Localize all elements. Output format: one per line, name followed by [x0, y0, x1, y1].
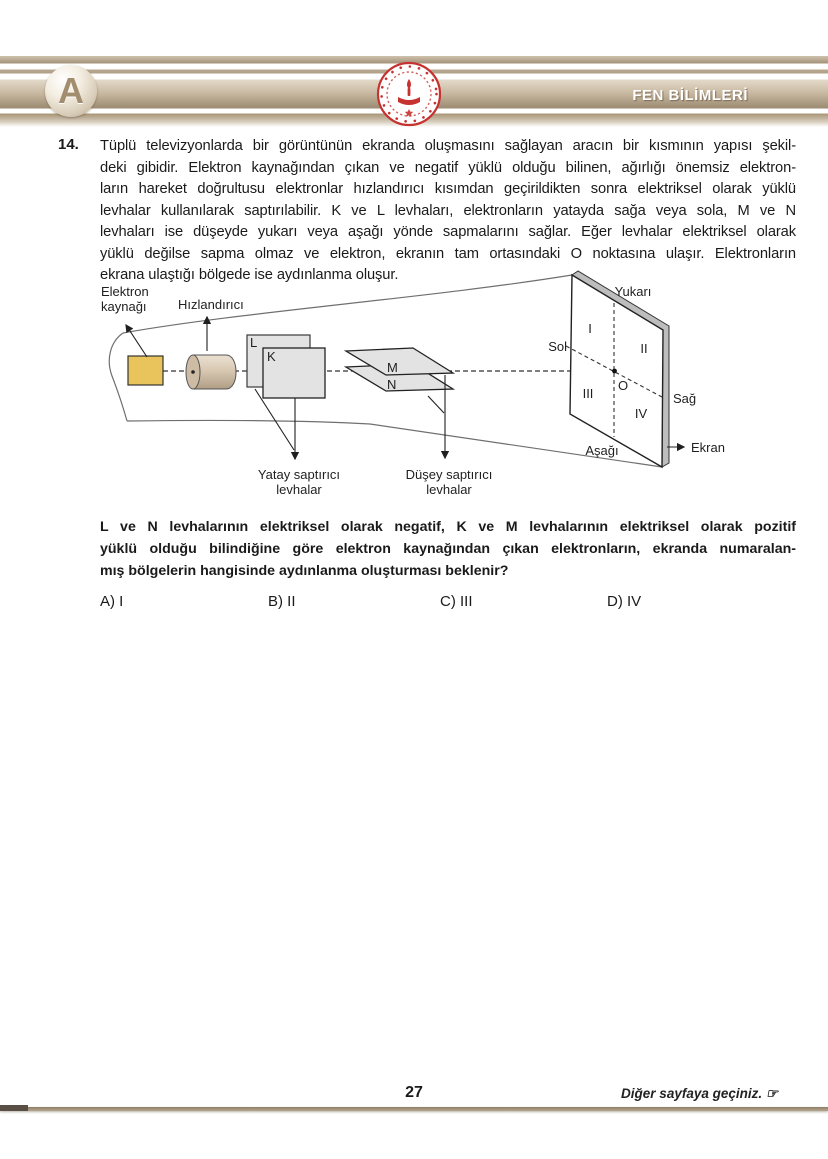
option-c: C) III: [440, 593, 473, 610]
direction-up-label: Yukarı: [614, 284, 652, 299]
region-iii-label: III: [582, 386, 594, 401]
region-iv-label: IV: [634, 406, 648, 421]
continue-note: [621, 1086, 778, 1102]
horizontal-plates-label: Yatay saptırıcı: [257, 467, 341, 482]
electron-source-label: kaynağı: [101, 299, 147, 314]
booklet-letter: A: [58, 70, 84, 111]
center-point-label: O: [618, 378, 629, 393]
stem-line: mış bölgelerin hangisinde aydınlanma oluşturması beklenir?: [100, 563, 509, 579]
question-number: 14.: [58, 136, 79, 153]
region-ii-label: II: [640, 341, 648, 356]
plate-k-label: K: [267, 349, 276, 364]
pointing-hand-icon: ☞: [765, 1086, 778, 1101]
direction-right-label: Sağ: [673, 391, 697, 406]
screen-label: Ekran: [691, 440, 725, 455]
question-stem: [100, 516, 796, 582]
paragraph-line: levhalar kullanılarak saptırılabilir. K ve L levhaları, elektronların yatayda sağa veya sola, M ve N: [100, 202, 796, 219]
stem-line: L ve N levhalarının elektriksel olarak negatif, K ve M levhalarının elektriksel olarak pozitif: [100, 519, 796, 535]
option-d: D) IV: [607, 593, 642, 610]
accelerator-label: Hızlandırıcı: [178, 297, 244, 312]
booklet-letter-badge: [45, 65, 97, 117]
subject-title: FEN BİLİMLERİ: [632, 87, 748, 104]
paragraph-line: ekrana ulaştığı bölgede ise aydınlanma oluşur.: [100, 267, 399, 283]
plate-m-label: M: [387, 360, 398, 375]
page-number: 27: [405, 1084, 423, 1101]
vertical-plates-callout-line: [428, 396, 444, 413]
electron-source-label: Elektron: [101, 284, 149, 299]
plate-l-label: L: [250, 335, 258, 350]
vertical-plates-label: levhalar: [426, 482, 472, 497]
stem-line: yüklü olduğu bilindiğine göre elektron kaynağından çıkan elektronların, ekranda numaralan-: [100, 541, 796, 557]
paragraph-line: Tüplü televizyonlarda bir görüntünün ekranda oluşmasını sağlayan aracın bir kısmının yapısı şekil-: [100, 138, 796, 154]
footer-divider-cap: [0, 1105, 28, 1111]
paragraph-line: ların hareket doğrultusu elektronlar hızlandırıcı kısımdan geçirildikten sonra elektriksel olarak yüklü: [100, 181, 796, 197]
crt-diagram: [0, 268, 828, 508]
option-a: A) I: [100, 593, 124, 610]
center-point-o-dot: [612, 369, 617, 374]
plate-n-label: N: [387, 377, 397, 392]
continue-text: Diğer sayfaya geçiniz.: [621, 1086, 763, 1101]
horizontal-plates-label: levhalar: [276, 482, 322, 497]
question-paragraph: [100, 136, 796, 287]
ministry-logo-icon: [376, 59, 442, 129]
paragraph-line: levhaları ise düşeyde yukarı veya aşağı yönde sapmalarını sağlar. Eğer levhalar elektriksel olarak: [100, 224, 796, 240]
electron-source-box: [128, 356, 163, 385]
paragraph-line: yüklü değilse sapma olmaz ve elektron, ekranın tam ortasındaki O noktasına ulaşır. Elektronların: [100, 245, 796, 262]
footer-divider-line: [0, 1107, 828, 1111]
accelerator-cylinder: [186, 355, 236, 389]
direction-down-label: Aşağı: [585, 443, 619, 458]
option-b: B) II: [268, 593, 296, 610]
region-i-label: I: [588, 321, 592, 336]
paragraph-line: deki gibidir. Elektron kaynağından çıkan ve negatif yüklü olduğu bilinen, ağırlığı önemsiz elektron-: [100, 159, 796, 176]
vertical-plates-label: Düşey saptırıcı: [405, 467, 493, 482]
direction-left-label: Sol: [548, 339, 567, 354]
